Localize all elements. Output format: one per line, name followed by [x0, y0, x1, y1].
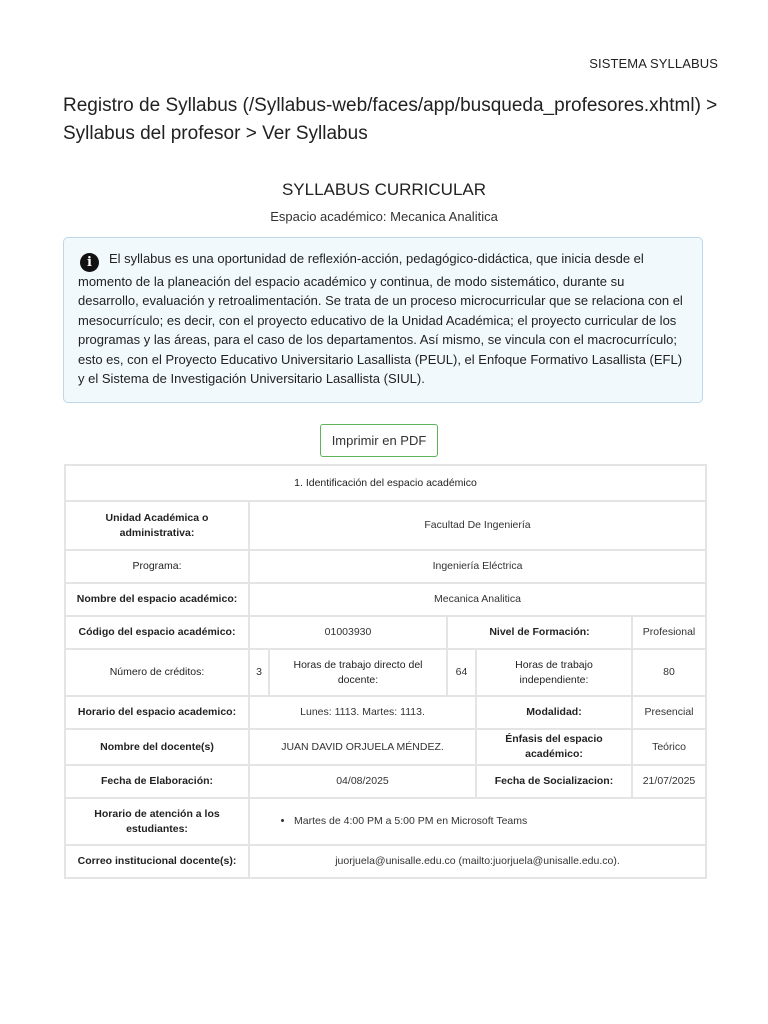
info-text: El syllabus es una oportunidad de reflexión-acción, pedagógico-didáctica, que inicia desde el momento de la planeación del espacio académico y continua, de modo sistemático, durante su desarrollo, evaluación y retroalimentación. Se trata de un proceso microcurricular que se relaciona con el mesocurrículo; es decir, con el proyecto educativo de la Unidad Académica; el proyecto curricular de los programas y las áreas, para el caso de los departamentos. Así mismo, se vincula con el macrocurrículo; esto es, con el Proyecto Educativo Universitario Lasallista (PEUL), el Enfoque Formativo Lasallista (EFL) y el Sistema de Investigación Universitario Lasallista (SIUL).	[78, 251, 683, 387]
breadcrumb[interactable]: Registro de Syllabus (/Syllabus-web/faces/app/busqueda_profesores.xhtml) > Syllabus del profesor > Ver Syllabus	[63, 95, 718, 144]
fecha-elab-label: Fecha de Elaboración:	[65, 765, 249, 798]
nivel-label: Nivel de Formación:	[447, 616, 632, 649]
programa-value: Ingeniería Eléctrica	[249, 550, 706, 583]
table-row	[65, 798, 706, 845]
table-row	[65, 649, 706, 696]
docente-value: JUAN DAVID ORJUELA MÉNDEZ.	[249, 729, 476, 765]
unidad-label: Unidad Académica o administrativa:	[65, 501, 249, 550]
section-title: 1. Identificación del espacio académico	[65, 465, 706, 501]
table-row	[65, 729, 706, 765]
info-circle-icon: i	[80, 253, 99, 272]
nivel-value: Profesional	[632, 616, 706, 649]
table-row	[65, 465, 706, 501]
atencion-list	[256, 814, 699, 829]
table-row	[65, 501, 706, 550]
fecha-soc-value: 21/07/2025	[632, 765, 706, 798]
correo-value[interactable]: juorjuela@unisalle.edu.co (mailto:juorjuela@unisalle.edu.co).	[249, 845, 706, 878]
page-title: SYLLABUS CURRICULAR	[281, 180, 487, 199]
atencion-value	[249, 798, 706, 845]
unidad-value: Facultad De Ingeniería	[249, 501, 706, 550]
list-item: • Martes de 4:00 PM a 5:00 PM en Microsoft Teams	[294, 814, 699, 829]
fecha-soc-label: Fecha de Socializacion:	[476, 765, 632, 798]
creditos-label: Número de créditos:	[65, 649, 249, 696]
creditos-value: 3	[249, 649, 269, 696]
enfasis-value: Teórico	[632, 729, 706, 765]
modalidad-label: Modalidad:	[476, 696, 632, 729]
table-row	[65, 696, 706, 729]
page-subtitle: Espacio académico: Mecanica Analitica	[270, 209, 498, 224]
nombre-value: Mecanica Analitica	[249, 583, 706, 616]
modalidad-value: Presencial	[632, 696, 706, 729]
horas-directo-label: Horas de trabajo directo del docente:	[269, 649, 447, 696]
identification-table	[64, 464, 707, 879]
fecha-elab-value: 04/08/2025	[249, 765, 476, 798]
docente-label: Nombre del docente(s)	[65, 729, 249, 765]
atencion-label: Horario de atención a los estudiantes:	[65, 798, 249, 845]
table-row	[65, 616, 706, 649]
codigo-value: 01003930	[249, 616, 447, 649]
table-row	[65, 550, 706, 583]
horas-indep-label: Horas de trabajo independiente:	[476, 649, 632, 696]
horas-indep-value: 80	[632, 649, 706, 696]
table-row	[65, 583, 706, 616]
horas-directo-value: 64	[447, 649, 476, 696]
table-row	[65, 765, 706, 798]
nombre-label: Nombre del espacio académico:	[65, 583, 249, 616]
print-pdf-button[interactable]: Imprimir en PDF	[320, 424, 438, 457]
table-row	[65, 845, 706, 878]
programa-label: Programa:	[65, 550, 249, 583]
correo-label: Correo institucional docente(s):	[65, 845, 249, 878]
horario-label: Horario del espacio academico:	[65, 696, 249, 729]
app-brand: SISTEMA SYLLABUS	[589, 56, 718, 71]
enfasis-label: Énfasis del espacio académico:	[476, 729, 632, 765]
info-alert	[63, 237, 703, 403]
horario-value: Lunes: 1113. Martes: 1113.	[249, 696, 476, 729]
codigo-label: Código del espacio académico:	[65, 616, 249, 649]
